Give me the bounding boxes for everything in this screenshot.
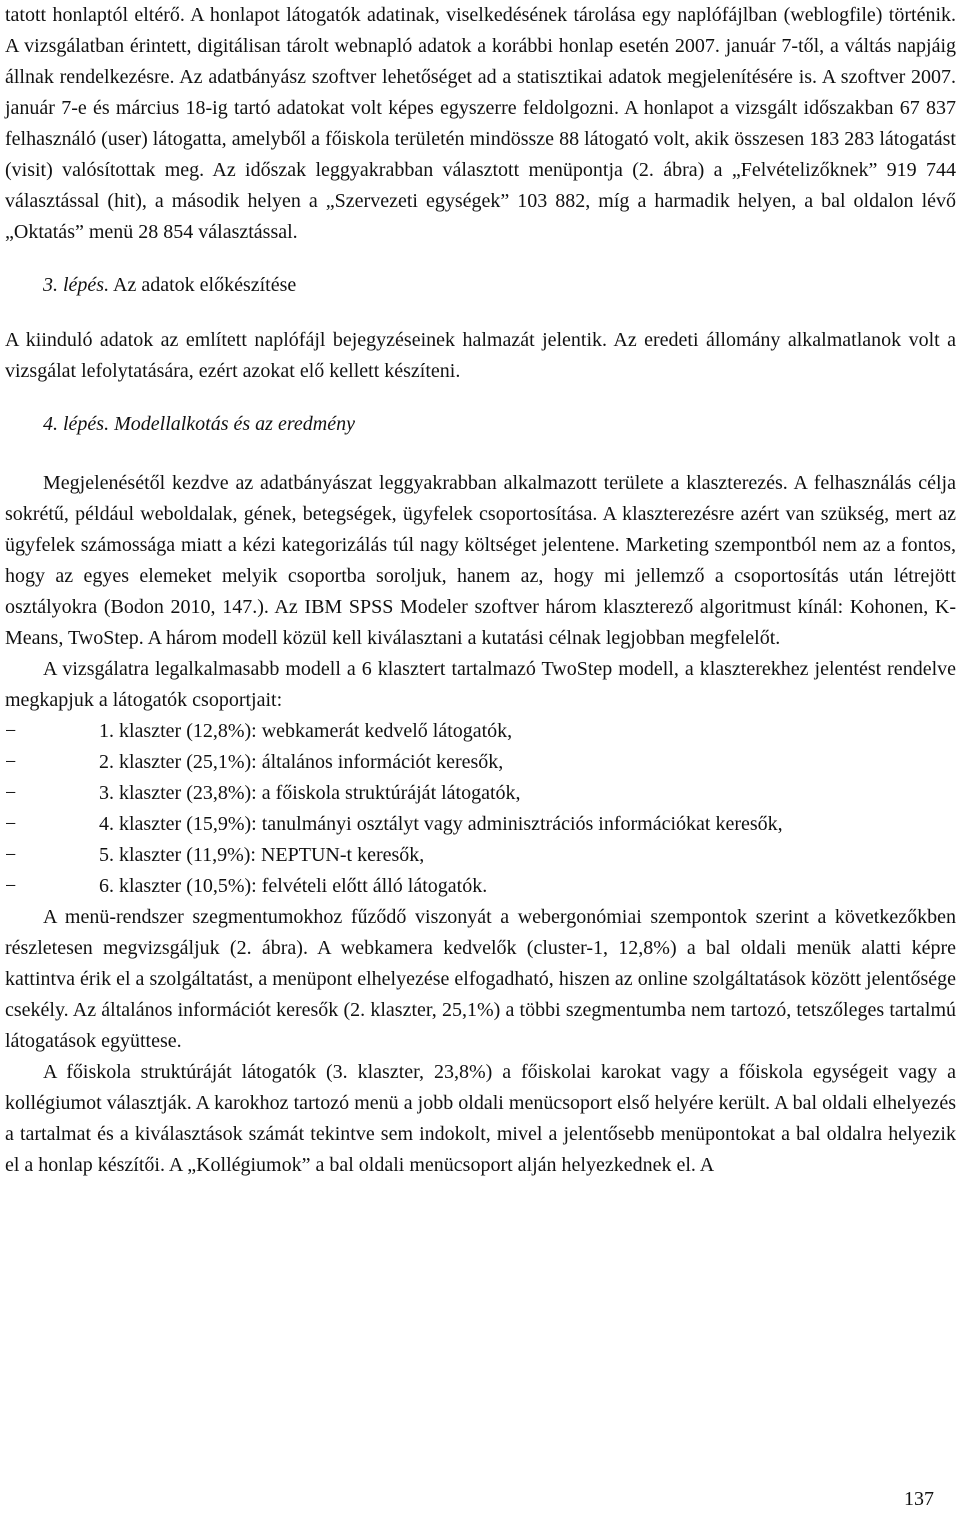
body-paragraph-menu-system: A menü-rendszer szegmentumokhoz fűződő viszonyát a webergonómiai szempontok szerint a következőkben részletesen megvizsgáljuk (2. ábra). A webkamera kedvelők (cluster-1, 12,8%) a bal oldali menük alatti képre kattintva érik el a szolgáltatást, a menüpont elhelyezése elfogadható, hiszen az online szolgáltatások között jelentősége csekély. Az általános információt keresők (2. klaszter, 25,1%) a többi szegmentumba nem tartozó, tetszőleges tartalmú látogatások együttese. xyxy=(5,906,956,1052)
body-paragraph-model: A vizsgálatra legalkalmasabb modell a 6 klasztert tartalmazó TwoStep modell, a klaszterekhez jelentést rendelve megkapjuk a látogatók csoportjait: xyxy=(5,658,956,711)
cluster-4-text: 4. klaszter (15,9%): tanulmányi osztályt vagy adminisztrációs információkat keresők, xyxy=(99,813,783,835)
dash-bullet: − xyxy=(5,844,17,866)
dash-bullet: − xyxy=(5,751,17,773)
document-page xyxy=(5,0,956,1181)
list-item xyxy=(5,716,956,747)
dash-bullet: − xyxy=(5,720,17,742)
list-item xyxy=(5,840,956,871)
cluster-5-text: 5. klaszter (11,9%): NEPTUN-t keresők, xyxy=(99,844,425,866)
page-number: 137 xyxy=(904,1488,934,1510)
dash-bullet: − xyxy=(5,813,17,835)
step-4-label: 4. lépés. xyxy=(43,413,110,435)
cluster-3-text: 3. klaszter (23,8%): a főiskola struktúráját látogatók, xyxy=(99,782,521,804)
body-paragraph-intro: tatott honlaptól eltérő. A honlapot látogatók adatinak, viselkedésének tárolása egy naplófájlban (weblogfile) történik. A vizsgálatban érintett, digitálisan tárolt webnapló adatok a korábbi honlap esetén 2007. január 7-től, a váltás napjáig állnak rendelkezésre. Az adatbányász szoftver lehetőséget ad a statisztikai adatok megjelenítésére is. A szoftver 2007. január 7-e és március 18-ig tartó adatokat volt képes egyszerre feldolgozni. A honlapot a vizsgált időszakban 67 837 felhasználó (user) látogatta, amelyből a főiskola területén mindössze 88 látogató volt, akik összesen 183 283 látogatást (visit) valósítottak meg. Az időszak leggyakrabban választott menüpontja (2. ábra) a „Felvételizőknek” 919 744 választással (hit), a második helyen a „Szervezeti egységek” 103 882, míg a harmadik helyen, a bal oldalon lévő „Oktatás” menü 28 854 választással. xyxy=(5,4,956,243)
dash-bullet: − xyxy=(5,782,17,804)
body-paragraph-structure-visitors: A főiskola struktúráját látogatók (3. klaszter, 23,8%) a főiskolai karokat vagy a főiskola egységeit vagy a kollégiumot választják. A karokhoz tartozó menü a jobb oldali menücsoport első helyére került. A bal oldali elhelyezés a tartalmat és a kiválasztások számát tekintve sem indokolt, mivel a jelentősebb menüpontokat a bal oldalra helyezik el a honlap készítői. A „Kollégiumok” a bal oldali menücsoport alján helyezkednek el. A xyxy=(5,1061,956,1176)
dash-bullet: − xyxy=(5,875,17,897)
step-3-subtitle: Az adatok előkészítése xyxy=(113,274,297,296)
body-paragraph-preparation: A kiinduló adatok az említett naplófájl bejegyzéseinek halmazát jelentik. Az eredeti állomány alkalmatlanok volt a vizsgálat lefolytatására, ezért azokat elő kellett készíteni. xyxy=(5,329,956,382)
step-3-heading xyxy=(5,270,956,301)
step-4-heading xyxy=(5,409,956,440)
step-4-subtitle: Modellalkotás és az eredmény xyxy=(114,413,355,435)
list-item xyxy=(5,778,956,809)
cluster-list xyxy=(5,716,956,902)
list-item xyxy=(5,871,956,902)
list-item xyxy=(5,747,956,778)
cluster-6-text: 6. klaszter (10,5%): felvételi előtt álló látogatók. xyxy=(99,875,488,897)
cluster-2-text: 2. klaszter (25,1%): általános információt keresők, xyxy=(99,751,504,773)
list-item xyxy=(5,809,956,840)
cluster-1-text: 1. klaszter (12,8%): webkamerát kedvelő látogatók, xyxy=(99,720,513,742)
step-3-label: 3. lépés. xyxy=(43,274,110,296)
body-paragraph-clustering: Megjelenésétől kezdve az adatbányászat leggyakrabban alkalmazott területe a klaszterezés. A felhasználás célja sokrétű, például weboldalak, gének, betegségek, ügyfelek csoportosítása. A klaszterezésre azért van szükség, mert az ügyfelek számossága miatt a kézi kategorizálás túl nagy költséget jelentene. Marketing szempontból nem az a fontos, hogy az egyes elemeket melyik csoportba soroljuk, hanem az, hogy mi jellemző a csoportosítás után létrejött osztályokra (Bodon 2010, 147.). Az IBM SPSS Modeler szoftver három klaszterező algoritmust kínál: Kohonen, K-Means, TwoStep. A három modell közül kell kiválasztani a kutatási célnak legjobban megfelelőt. xyxy=(5,472,956,649)
